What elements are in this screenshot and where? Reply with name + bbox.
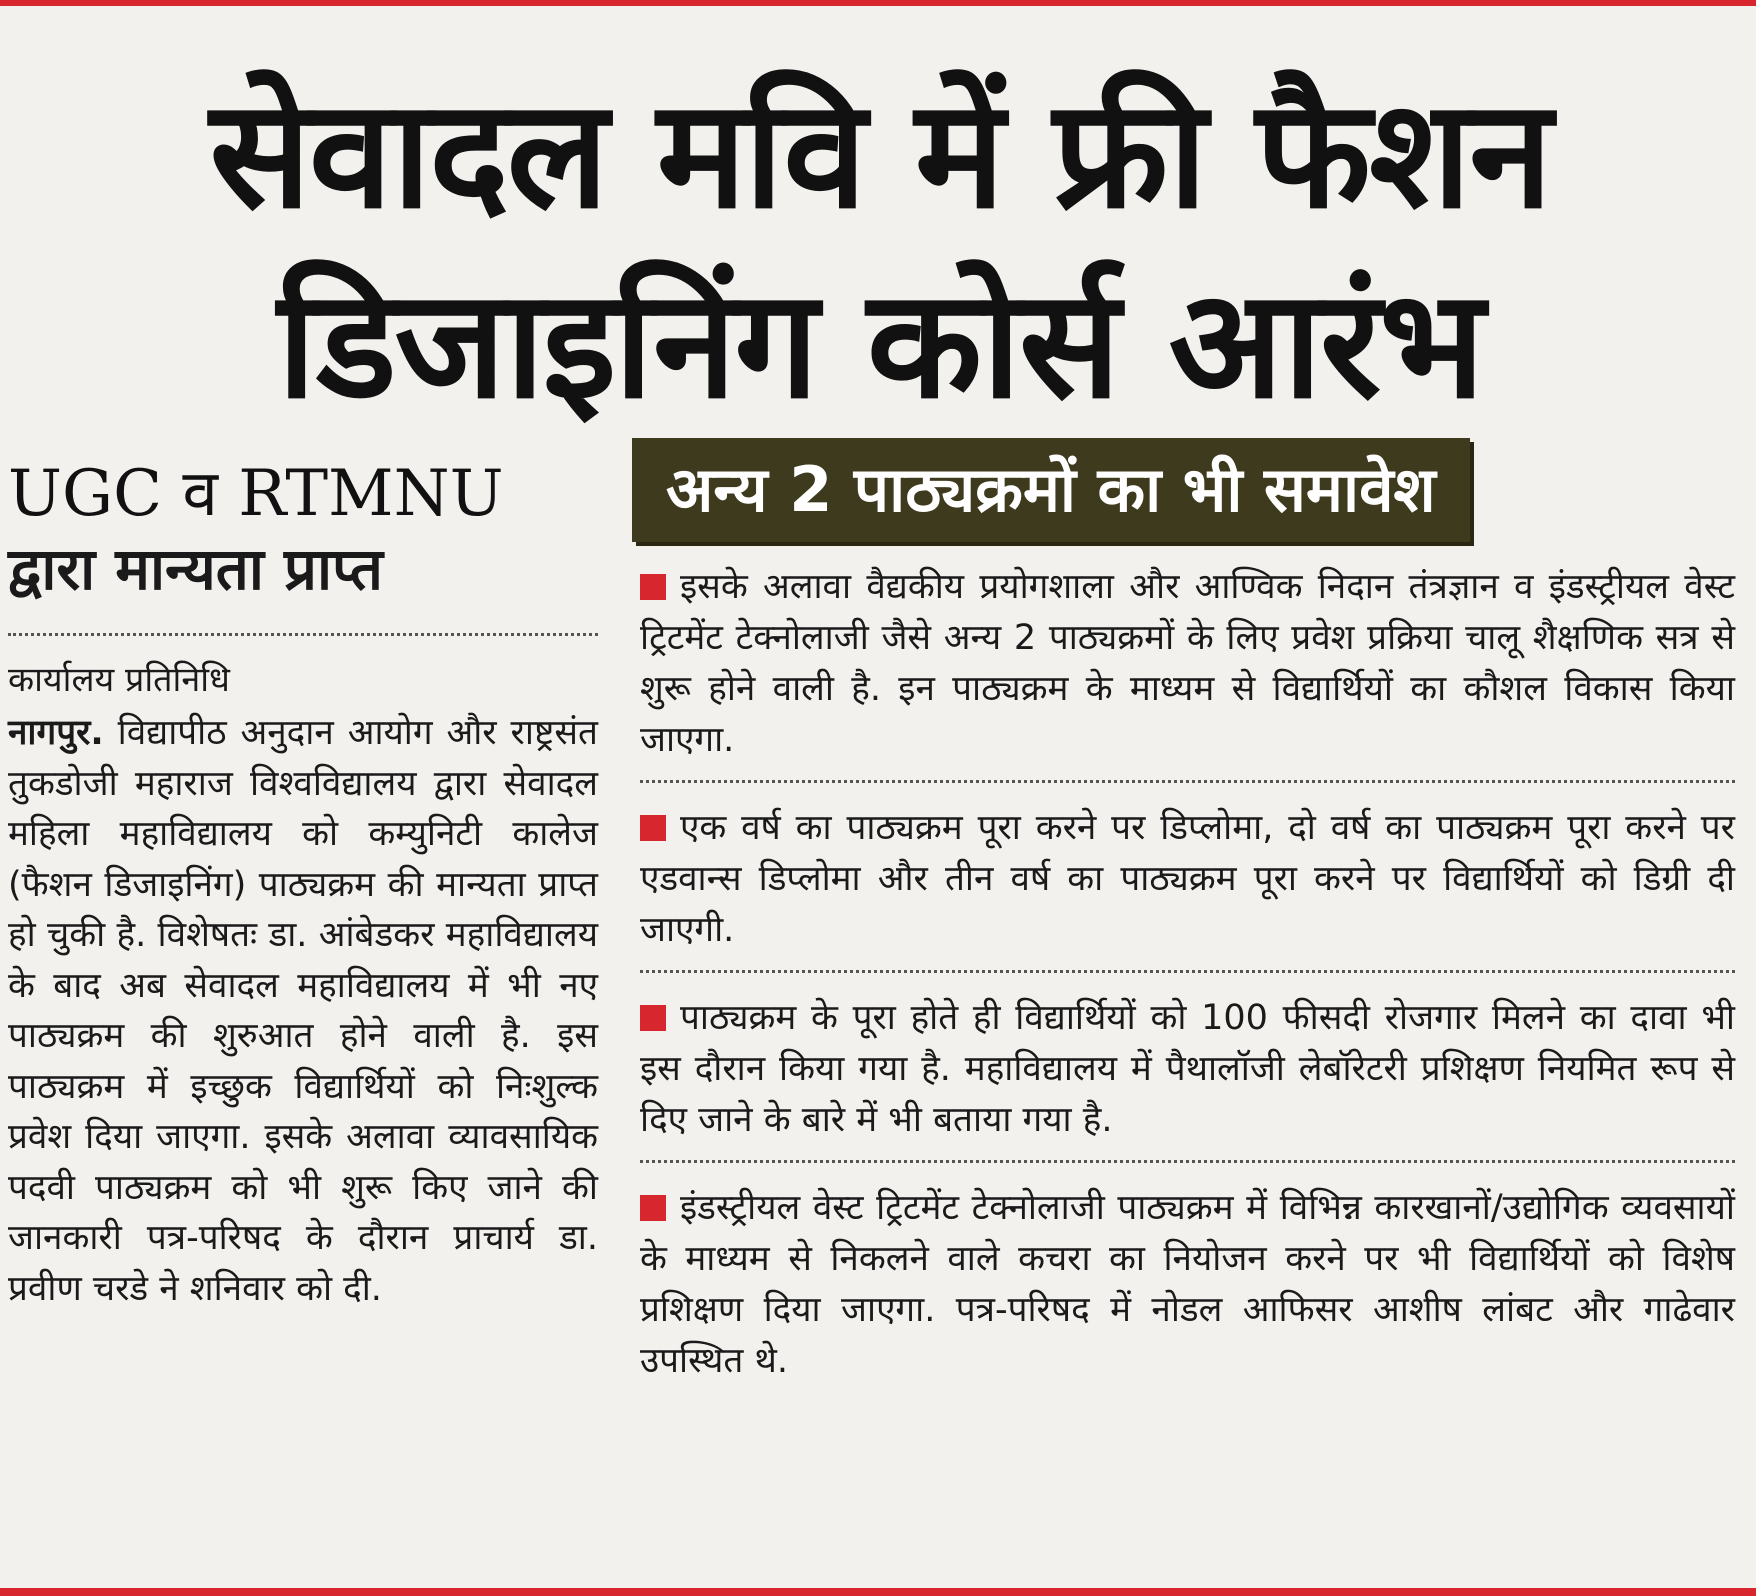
bullet-text: पाठ्यक्रम के पूरा होते ही विद्यार्थियों को 100 फीसदी रोजगार मिलने का दावा भी इस दौरान किया गया है. महाविद्यालय में पैथालॉजी लेबॉरेटरी प्रशिक्षण नियमित रूप से दिए जाने के बारे में भी बताया गया है. xyxy=(640,998,1735,1140)
bullet-item xyxy=(640,1160,1735,1401)
top-red-rule xyxy=(0,0,1756,6)
dateline: नागपुर. xyxy=(8,713,104,753)
red-square-bullet-icon xyxy=(640,574,666,600)
subheading-line-2: द्वारा मान्यता प्राप्त xyxy=(8,535,383,603)
headline-line-2: डिजाइनिंग कोर्स आरंभ xyxy=(277,258,1483,432)
headline-line-1: सेवादल मवि में फ्री फैशन xyxy=(209,68,1551,242)
bottom-red-rule xyxy=(0,1588,1756,1596)
red-square-bullet-icon xyxy=(640,815,666,841)
bullet-item xyxy=(640,970,1735,1160)
article-body-text: विद्यापीठ अनुदान आयोग और राष्ट्रसंत तुकडोजी महाराज विश्वविद्यालय द्वारा सेवादल महिला महाविद्यालय को कम्युनिटी कालेज (फैशन डिजाइनिंग) पाठ्यक्रम की मान्यता प्राप्त हो चुकी है. विशेषतः डा. आंबेडकर महाविद्यालय के बाद अब सेवादल महाविद्यालय में भी नए पाठ्यक्रम की शुरुआत होने वाली है. इस पाठ्यक्रम में इच्छुक विद्यार्थियों को निःशुल्क प्रवेश दिया जाएगा. इसके अलावा व्यावसायिक पदवी पाठ्यक्रम को भी शुरू किए जाने की जानकारी पत्र-परिषद के दौरान प्राचार्य डा. प्रवीण चरडे ने शनिवार को दी. xyxy=(8,713,598,1309)
bullet-text: एक वर्ष का पाठ्यक्रम पूरा करने पर डिप्लोमा, दो वर्ष का पाठ्यक्रम पूरा करने पर एडवान्स डिप्लोमा और तीन वर्ष का पाठ्यक्रम पूरा करने पर विद्यार्थियों को डिग्री दी जाएगी. xyxy=(640,808,1735,950)
bullet-text: इंडस्ट्रीयल वेस्ट ट्रिटमेंट टेक्नोलाजी पाठ्यक्रम में विभिन्न कारखानों/उद्योगिक व्यवसायों के माध्यम से निकलने वाले कचरा का नियोजन करने पर भी विद्यार्थियों को विशेष प्रशिक्षण दिया जाएगा. पत्र-परिषद में नोडल आफिसर आशीष लांबट और गाढेवार उपस्थित थे. xyxy=(640,1188,1735,1381)
banner-heading: अन्य 2 पाठ्यक्रमों का भी समावेश xyxy=(632,438,1470,542)
headline xyxy=(60,60,1700,440)
red-square-bullet-icon xyxy=(640,1195,666,1221)
bullet-text: इसके अलावा वैद्यकीय प्रयोगशाला और आण्विक निदान तंत्रज्ञान व इंडस्ट्रीयल वेस्ट ट्रिटमेंट टेक्नोलाजी जैसे अन्य 2 पाठ्यक्रमों के लिए प्रवेश प्रक्रिया चालू शैक्षणिक सत्र से शुरू होने वाली है. इन पाठ्यक्रम के माध्यम से विद्यार्थियों का कौशल विकास किया जाएगा. xyxy=(640,567,1735,760)
left-column xyxy=(8,455,598,1314)
dotted-divider xyxy=(8,633,598,636)
article-body xyxy=(8,708,598,1314)
right-column xyxy=(640,438,1735,1401)
bullet-item xyxy=(640,542,1735,780)
bullet-item xyxy=(640,780,1735,970)
subheading-line-1: UGC व RTMNU xyxy=(8,457,504,531)
red-square-bullet-icon xyxy=(640,1005,666,1031)
byline: कार्यालय प्रतिनिधि xyxy=(8,660,230,700)
